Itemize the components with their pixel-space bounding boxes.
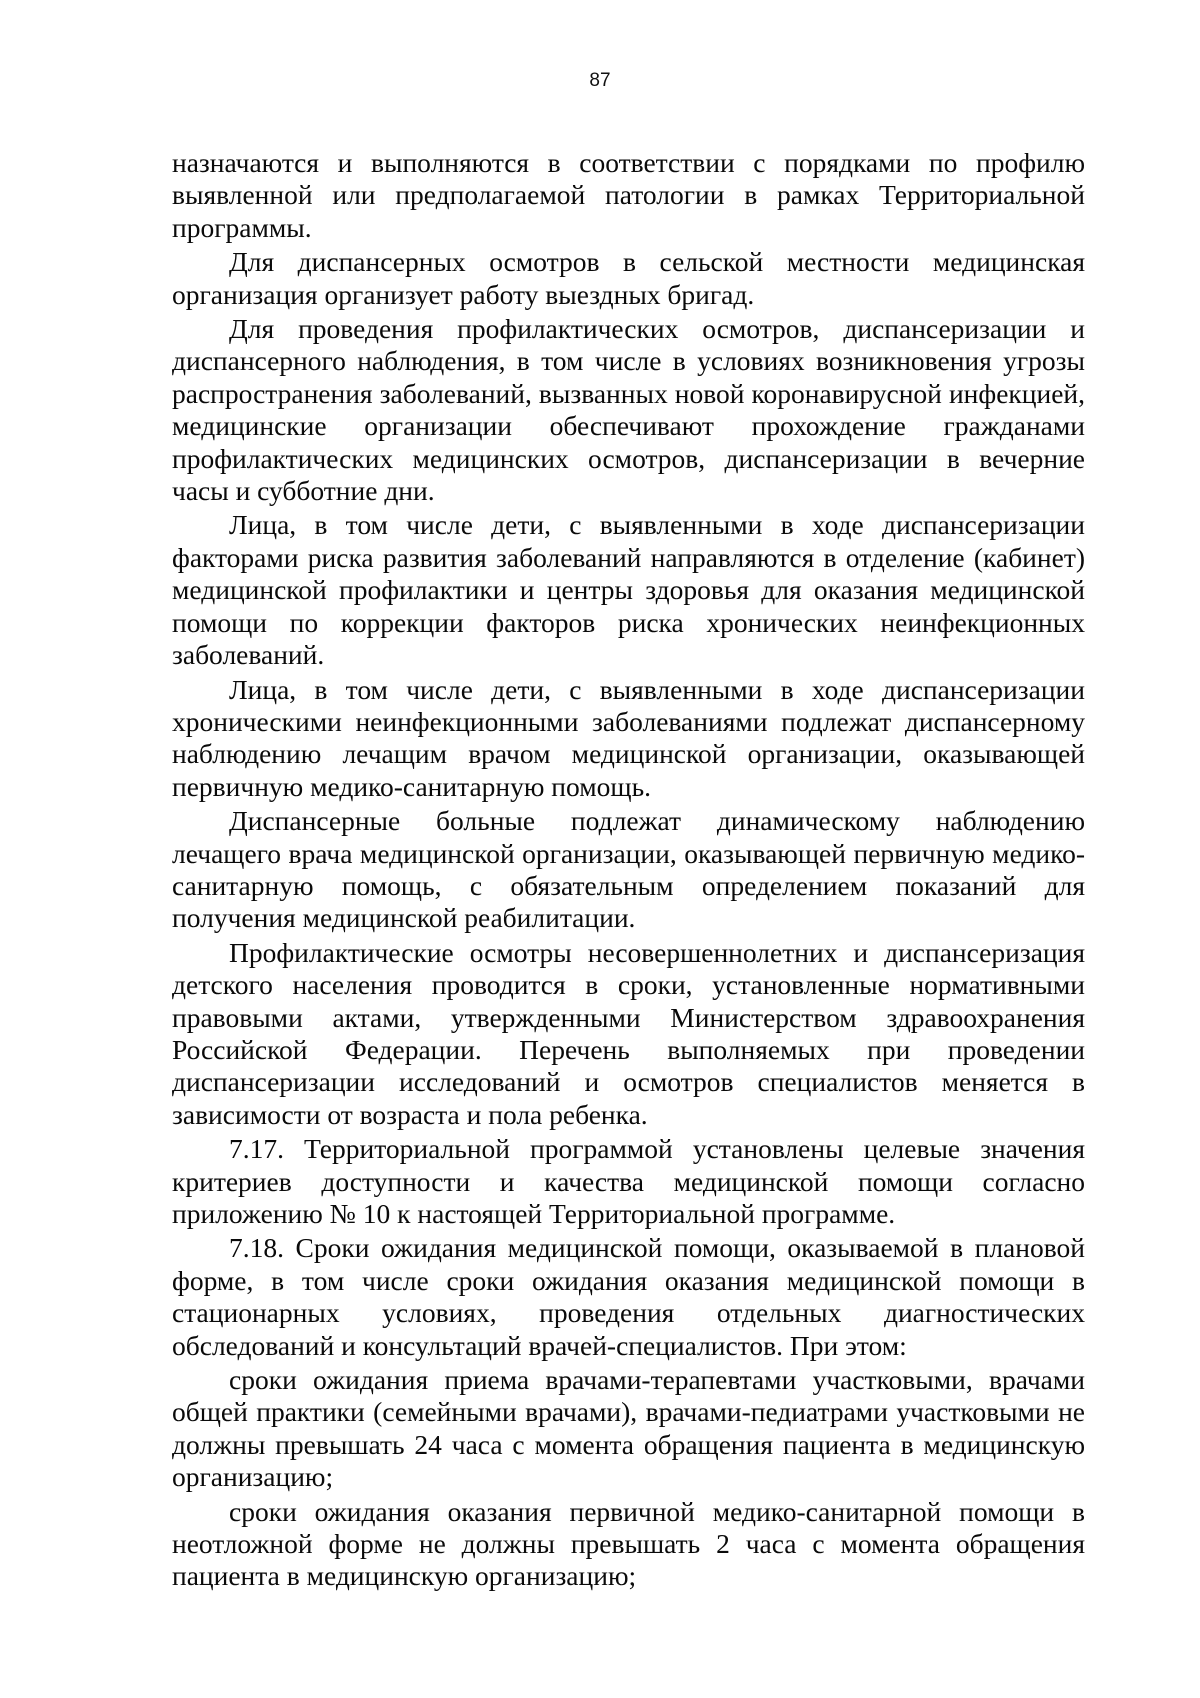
document-body [172,147,1085,1595]
paragraph-field-teams: Для диспансерных осмотров в сельской местности медицинская организация организует работу выездных бригад. [172,246,1085,310]
paragraph-waiting-time-therapists: сроки ожидания приема врачами-терапевтами участковыми, врачами общей практики (семейными врачами), врачами-педиатрами участковыми не должны превышать 24 часа с момента обращения пациента в медицинскую организацию; [172,1364,1085,1493]
paragraph-minors-exams: Профилактические осмотры несовершеннолетних и диспансеризация детского населения проводится в сроки, установленные нормативными правовыми актами, утвержденными Министерством здравоохранения Российской Федерации. Перечень выполняемых при проведении диспансеризации исследований и осмотров специалистов меняется в зависимости от возраста и пола ребенка. [172,936,1085,1130]
paragraph-7-18: 7.18. Сроки ожидания медицинской помощи, оказываемой в плановой форме, в том числе сроки ожидания оказания медицинской помощи в стационарных условиях, проведения отдельных диагностических обследований и консультаций врачей-специалистов. При этом: [172,1232,1085,1361]
paragraph-risk-factors: Лица, в том числе дети, с выявленными в ходе диспансеризации факторами риска развития заболеваний направляются в отделение (кабинет) медицинской профилактики и центры здоровья для оказания медицинской помощи по коррекции факторов риска хронических неинфекционных заболеваний. [172,509,1085,671]
paragraph-7-17: 7.17. Территориальной программой установлены целевые значения критериев доступности и качества медицинской помощи согласно приложению № 10 к настоящей Территориальной программе. [172,1133,1085,1229]
paragraph-evening-hours: Для проведения профилактических осмотров, диспансеризации и диспансерного наблюдения, в том числе в условиях возникновения угрозы распространения заболеваний, вызванных новой коронавирусной инфекцией, медицинские организации обеспечивают прохождение гражданами профилактических медицинских осмотров, диспансеризации в вечерние часы и субботние дни. [172,313,1085,507]
page-number: 87 [589,70,611,91]
paragraph-dispensary-patients: Диспансерные больные подлежат динамическому наблюдению лечащего врача медицинской организации, оказывающей первичную медико-санитарную помощь, с обязательным определением показаний для получения медицинской реабилитации. [172,805,1085,934]
paragraph-waiting-time-urgent: сроки ожидания оказания первичной медико-санитарной помощи в неотложной форме не должны превышать 2 часа с момента обращения пациента в медицинскую организацию; [172,1495,1085,1592]
paragraph-continuation: назначаются и выполняются в соответствии с порядками по профилю выявленной или предполагаемой патологии в рамках Территориальной программы. [172,147,1085,243]
paragraph-chronic-diseases: Лица, в том числе дети, с выявленными в ходе диспансеризации хроническими неинфекционными заболеваниями подлежат диспансерному наблюдению лечащим врачом медицинской организации, оказывающей первичную медико-санитарную помощь. [172,673,1085,802]
